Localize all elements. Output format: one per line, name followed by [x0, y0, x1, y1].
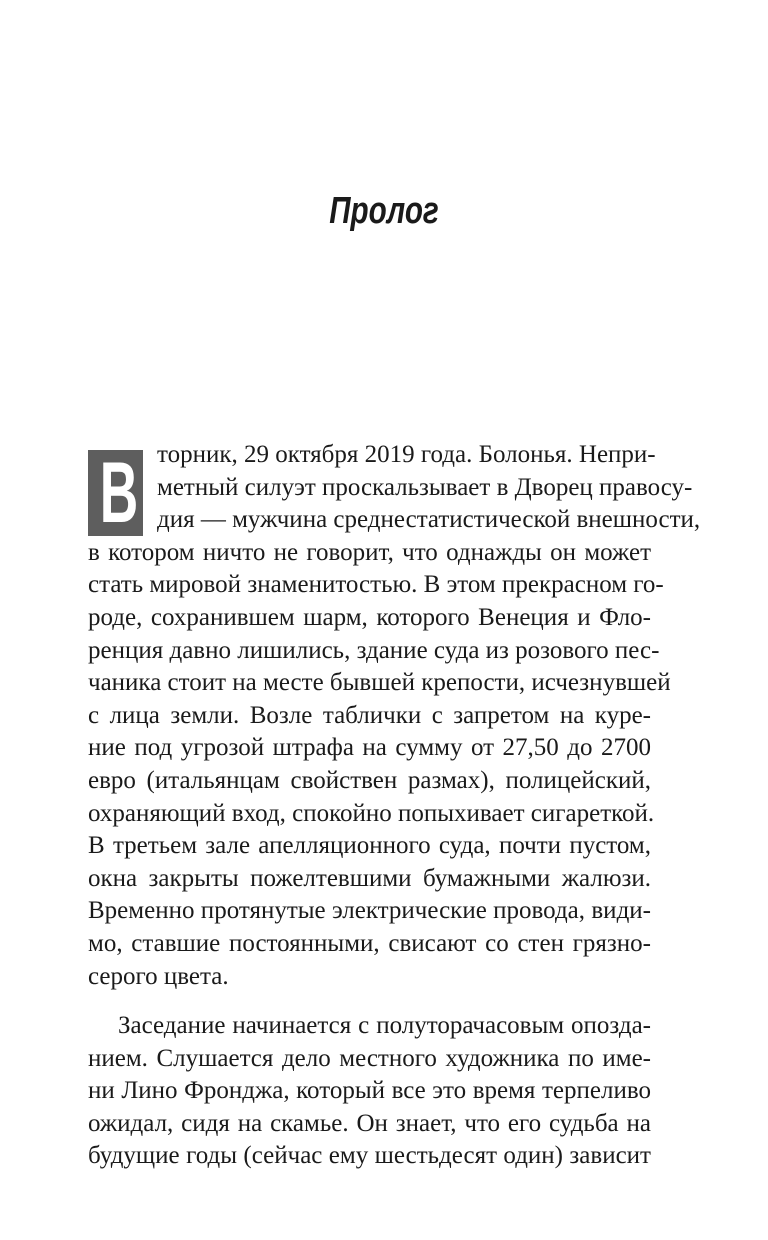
text-line: роде, сохранившем шарм, которого Венеция и Фло- [88, 603, 651, 631]
text-line: с лица земли. Возле таблички с запретом на куре- [88, 701, 651, 729]
paragraph-2 [88, 1010, 651, 1173]
text-line: серого цвета. [88, 962, 229, 990]
text-line: в котором ничто не говорит, что однажды он может [88, 538, 651, 566]
text-line: окна закрыты пожелтевшими бумажными жалюзи. [88, 864, 651, 892]
text-line: ожидал, сидя на скамье. Он знает, что его судьба на [88, 1109, 651, 1137]
paragraph-1 [88, 439, 701, 993]
text-line: Временно протянутые электрические провода, види- [88, 897, 651, 925]
drop-cap-letter: В [99, 450, 139, 536]
text-line: ренция давно лишились, здание суда из розового пес- [88, 636, 660, 664]
text-line: стать мировой знаменитостью. В этом прекрасном го- [88, 571, 664, 599]
text-line: ние под угрозой штрафа на сумму от 27,50 до 2700 [88, 734, 651, 762]
text-line: мо, ставшие постоянными, свисают со стен грязно- [88, 929, 651, 957]
body-text [88, 439, 701, 1173]
text-line: В третьем зале апелляционного суда, почти пустом, [88, 832, 651, 860]
text-line: будущие годы (сейчас ему шестьдесят один) зависит [88, 1142, 651, 1170]
text-line: Заседание начинается с полуторачасовым опозда- [118, 1012, 651, 1040]
text-line: метный силуэт проскальзывает в Дворец правосу- [157, 473, 693, 501]
text-line: охраняющий вход, спокойно попыхивает сигареткой. [88, 799, 655, 827]
text-line: торник, 29 октября 2019 года. Болонья. Непри- [157, 441, 656, 468]
text-line: евро (итальянцам свойствен размах), полицейский, [88, 766, 651, 794]
text-line: ни Лино Фронджа, который все это время терпеливо [88, 1077, 651, 1105]
text-line: нием. Слушается дело местного художника по име- [88, 1044, 651, 1072]
text-line: чаника стоит на месте бывшей крепости, исчезнувшей [88, 669, 671, 697]
paragraph-gap [88, 993, 651, 1010]
text-line: дия — мужчина среднестатистической внешности, [157, 506, 701, 534]
chapter-title: Пролог [329, 190, 439, 232]
